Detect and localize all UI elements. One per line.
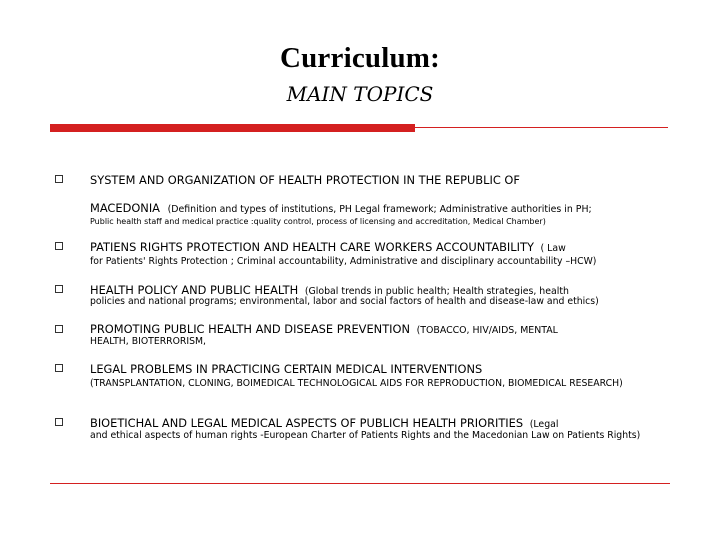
topic-detail: (TOBACCO, HIV/AIDS, MENTAL bbox=[416, 325, 558, 336]
square-bullet-icon bbox=[55, 418, 63, 426]
topic-heading: PATIENS RIGHTS PROTECTION AND HEALTH CARE WORKERS ACCOUNTABILITY bbox=[90, 240, 534, 254]
footer-divider-line bbox=[50, 483, 670, 484]
slide-title: Curriculum: bbox=[279, 42, 441, 74]
topic-heading: PROMOTING PUBLIC HEALTH AND DISEASE PREVENTION bbox=[90, 322, 410, 336]
topic-detail: (Definition and types of institutions, PH Legal framework; Administrative authorities in PH; bbox=[167, 204, 592, 215]
topic-heading-row bbox=[90, 322, 558, 337]
topic-heading: LEGAL PROBLEMS IN PRACTICING CERTAIN MEDICAL INTERVENTIONS bbox=[90, 362, 483, 376]
topic-heading: SYSTEM AND ORGANIZATION OF HEALTH PROTECTION IN THE REPUBLIC OF bbox=[90, 173, 520, 187]
topic-heading-row bbox=[90, 240, 566, 255]
topic-detail: ( Law bbox=[540, 243, 566, 254]
topic-detail-continued: (TRANSPLANTATION, CLONING, BOIMEDICAL TECHNOLOGICAL AIDS FOR REPRODUCTION, BIOMEDICAL RESEARCH) bbox=[90, 378, 623, 389]
topic-heading-part: MACEDONIA bbox=[90, 201, 160, 215]
topic-detail: (Legal bbox=[529, 419, 559, 430]
topic-heading-row bbox=[90, 416, 559, 431]
title-divider-bar bbox=[50, 124, 415, 132]
square-bullet-icon bbox=[55, 242, 63, 250]
square-bullet-icon bbox=[55, 364, 63, 372]
topic-detail-continued: Public health staff and medical practice :quality control, process of licensing and accreditation, Medical Chamber) bbox=[90, 217, 546, 226]
square-bullet-icon bbox=[55, 175, 63, 183]
topic-detail-continued: HEALTH, BIOTERRORISM, bbox=[90, 336, 207, 347]
slide-subtitle: MAIN TOPICS bbox=[286, 82, 434, 106]
topic-detail-continued: and ethical aspects of human rights -European Charter of Patients Rights and the Macedonian Law on Patients Rights) bbox=[90, 430, 641, 441]
title-divider-line bbox=[415, 127, 668, 128]
topic-detail-continued: policies and national programs; environmental, labor and social factors of health and disease-law and ethics) bbox=[90, 296, 599, 307]
topic-heading-continued bbox=[90, 201, 592, 216]
topic-detail: (Global trends in public health; Health strategies, health bbox=[304, 286, 569, 297]
square-bullet-icon bbox=[55, 325, 63, 333]
topic-heading: BIOETICHAL AND LEGAL MEDICAL ASPECTS OF PUBLICH HEALTH PRIORITIES bbox=[90, 416, 524, 430]
topic-detail-continued: for Patients' Rights Protection ; Criminal accountability, Administrative and disciplinary accountability –HCW) bbox=[90, 256, 597, 267]
square-bullet-icon bbox=[55, 285, 63, 293]
topic-heading: HEALTH POLICY AND PUBLIC HEALTH bbox=[90, 283, 299, 297]
